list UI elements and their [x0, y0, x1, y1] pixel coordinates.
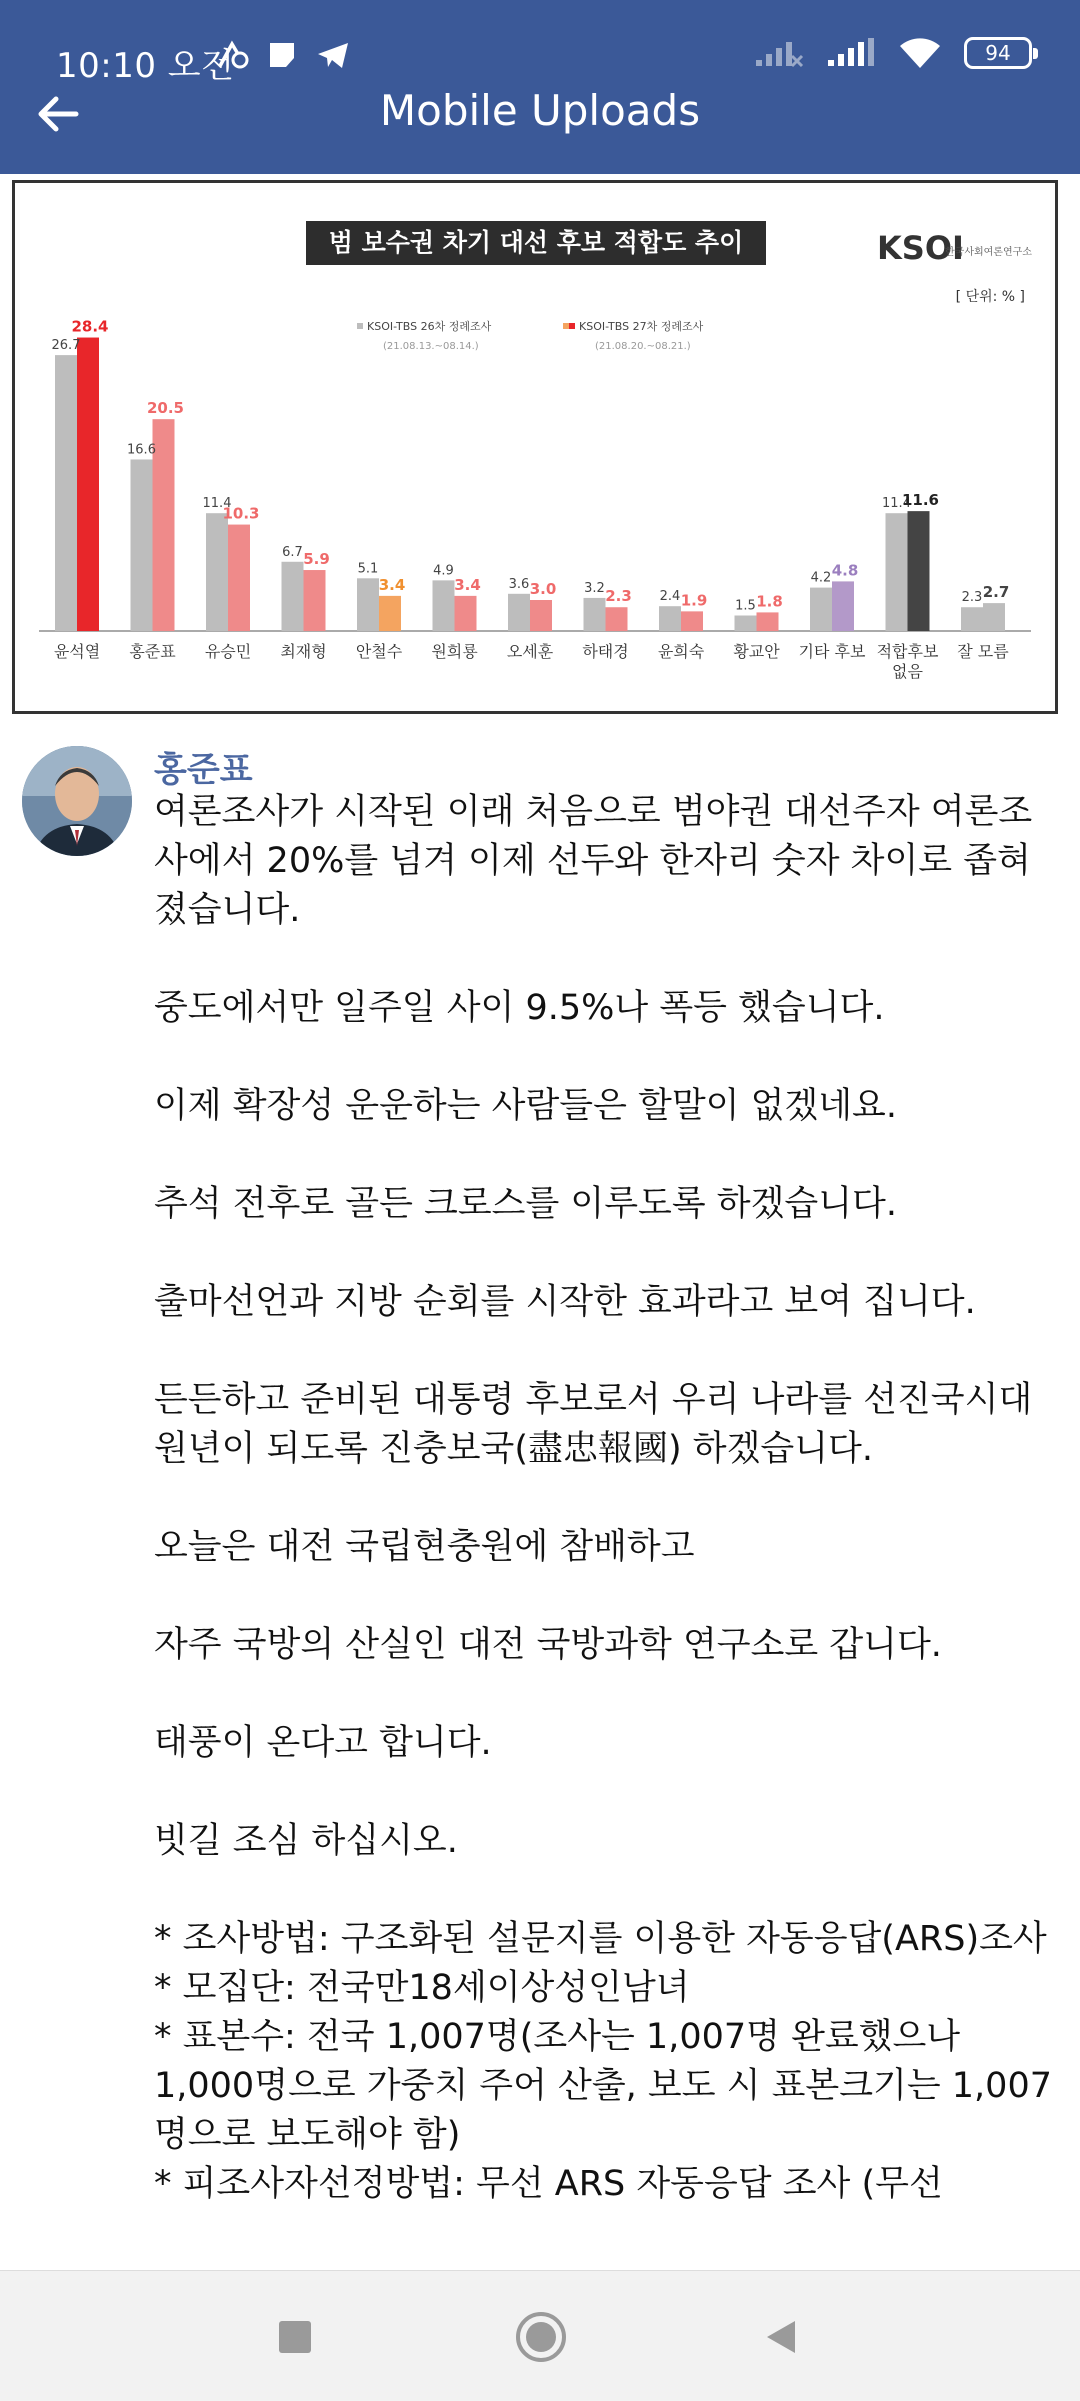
battery-icon: [964, 37, 1032, 69]
telegram-icon: [316, 40, 350, 70]
profile-photo: [22, 746, 132, 856]
post-note: * 피조사자선정방법: 무선 ARS 자동응답 조사 (무선: [154, 2164, 943, 2204]
status-notification-icons: [216, 40, 350, 70]
post-paragraph: 자주 국방의 산실인 대전 국방과학 연구소로 갑니다.: [154, 1625, 942, 1665]
data-label-series2: 3.4: [454, 575, 481, 594]
post-paragraph: 출마선언과 지방 순회를 시작한 효과라고 보여 집니다.: [154, 1282, 976, 1322]
legend-label-1: KSOI-TBS 26차 정례조사: [367, 320, 492, 333]
data-label-series1: 4.9: [433, 563, 454, 579]
post-paragraph: 오늘은 대전 국립현충원에 참배하고: [154, 1527, 695, 1567]
bar-series2: [908, 511, 930, 631]
x-tick-label: 윤석열: [53, 642, 101, 661]
post-paragraph: 빗길 조심 하십시오.: [154, 1821, 458, 1861]
data-label-series2: 3.0: [529, 580, 557, 598]
post-note: * 조사방법: 구조화된 설문지를 이용한 자동응답(ARS)조사: [154, 1919, 1047, 1959]
bar-series1: [282, 562, 304, 631]
data-label-series1: 6.7: [282, 544, 303, 560]
ksoi-logo: KSOI: [877, 229, 964, 267]
data-label-series2: 2.3: [605, 587, 632, 606]
bar-series1: [961, 607, 983, 631]
chart-title: 범 보수권 차기 대선 후보 적합도 추이: [328, 228, 744, 257]
chart-unit: [ 단위: % ]: [955, 289, 1025, 305]
bar-series2: [304, 570, 326, 631]
bar-series1: [659, 606, 681, 631]
chart-image[interactable]: [12, 180, 1058, 714]
legend-swatch-2b: [569, 323, 575, 329]
triangle-back-icon: [761, 2317, 801, 2357]
data-label-series2: 1.8: [756, 592, 783, 611]
legend-swatch-2a: [563, 323, 569, 329]
data-label-series2: 10.3: [222, 504, 260, 523]
bar-series1: [433, 580, 455, 631]
x-tick-label: 하태경: [582, 642, 629, 661]
nav-back-button[interactable]: [746, 2307, 816, 2367]
post-author[interactable]: 홍준표: [154, 750, 253, 790]
post-paragraph: 태풍이 온다고 합니다.: [154, 1723, 492, 1763]
bar-series1: [810, 588, 832, 631]
data-label-series1: 11.4: [202, 496, 232, 512]
post-paragraph: 추석 전후로 골든 크로스를 이루도록 하겠습니다.: [154, 1184, 897, 1224]
data-label-series2: 2.7: [982, 583, 1010, 602]
bar-series2: [606, 607, 628, 631]
home-button[interactable]: [506, 2307, 576, 2367]
x-tick-label: 홍준표: [129, 642, 176, 661]
post-note: * 모집단: 전국만18세이상성인남녀: [154, 1968, 690, 2008]
bar-series2: [455, 596, 477, 631]
data-label-series1: 2.4: [659, 589, 681, 605]
ksoi-logo-sub: 한국사회여론연구소: [945, 247, 1032, 258]
x-tick-label: 오세훈: [506, 642, 554, 661]
bar-series1: [55, 355, 77, 631]
data-label-series1: 5.1: [357, 561, 379, 577]
status-time: 10:10 오전: [56, 46, 235, 86]
system-nav-bar: [0, 2270, 1080, 2401]
bar-series1: [508, 594, 530, 631]
post-paragraph: 중도에서만 일주일 사이 9.5%나 폭등 했습니다.: [154, 988, 885, 1028]
battery-level: 94: [985, 41, 1011, 65]
signal-disabled-icon: [754, 38, 804, 68]
bar-series2: [757, 612, 779, 631]
status-system-icons: [754, 36, 1032, 70]
recents-button[interactable]: [260, 2307, 330, 2367]
chart-bars: [52, 318, 1010, 681]
data-label-series2: 11.6: [901, 491, 940, 510]
data-label-series2: 1.9: [680, 591, 708, 610]
x-tick-label: 윤희숙: [657, 642, 705, 661]
data-label-series1: 1.5: [735, 598, 756, 614]
data-label-series1: 2.3: [961, 590, 983, 606]
bar-series2: [379, 596, 401, 631]
x-tick-label: 최재형: [280, 642, 327, 661]
x-tick-label: 원희룡: [431, 642, 478, 661]
post-paragraph: 여론조사가 시작된 이래 처음으로 범야권 대선주자 여론조사에서 20%를 넘겨 이제 선두와 한자리 숫자 차이로 좁혀 졌습니다.: [154, 792, 1042, 930]
legend-label-2: KSOI-TBS 27차 정례조사: [579, 320, 704, 333]
data-label-series2: 3.4: [378, 575, 406, 594]
x-tick-label: 잘 모름: [957, 642, 1009, 661]
data-label-series1: 26.7: [51, 338, 81, 354]
post-note: * 표본수: 전국 1,007명(조사는 1,007명 완료했으나 1,000명으로 가중치 주어 산출, 보도 시 표본크기는 1,007명으로 보도해야 함): [154, 2017, 1052, 2155]
bar-series1: [131, 459, 153, 631]
data-label-series2: 4.8: [831, 561, 859, 580]
bar-series2: [530, 600, 552, 631]
page-title: Mobile Uploads: [379, 86, 701, 135]
bar-series1: [886, 513, 908, 631]
data-label-series1: 16.6: [127, 442, 156, 458]
post-paragraph: 이제 확장성 운운하는 사람들은 할말이 없겠네요.: [154, 1086, 897, 1126]
note-icon: [266, 40, 300, 70]
top-app-bar: [0, 0, 1080, 174]
x-tick-label: 기타 후보: [798, 642, 866, 661]
circle-home-icon: [514, 2310, 568, 2364]
x-tick-label: 적합후보: [876, 642, 939, 661]
bar-series2: [681, 611, 703, 631]
data-label-series2: 20.5: [146, 399, 185, 418]
bar-series1: [206, 513, 228, 631]
data-label-series1: 3.2: [584, 580, 605, 596]
bar-series2: [983, 603, 1005, 631]
post-paragraph: 든든하고 준비된 대통령 후보로서 우리 나라를 선진국시대 원년이 되도록 진충보국(盡忠報國) 하겠습니다.: [154, 1380, 1044, 1469]
bar-chart: [15, 183, 1055, 711]
bar-series1: [584, 598, 606, 631]
bar-series1: [735, 616, 757, 632]
bar-series2: [77, 338, 99, 631]
data-label-series1: 11.4: [882, 496, 911, 512]
bar-series2: [832, 581, 854, 631]
x-tick-label: 유승민: [204, 642, 252, 661]
x-tick-label: 없음: [892, 662, 923, 681]
bar-series2: [228, 525, 250, 631]
legend-period-1: (21.08.13.~08.14.): [383, 341, 479, 352]
data-label-series2: 28.4: [71, 317, 109, 336]
data-label-series2: 5.9: [303, 550, 330, 569]
data-label-series1: 4.2: [810, 570, 832, 586]
x-tick-label: 안철수: [355, 642, 403, 661]
avatar[interactable]: [22, 746, 132, 856]
data-label-series1: 3.6: [508, 576, 530, 592]
square-recents-icon: [277, 2319, 313, 2355]
bar-series1: [357, 578, 379, 631]
wifi-icon: [898, 36, 942, 70]
signal-icon: [826, 38, 876, 68]
x-tick-label: 황교안: [733, 642, 780, 661]
legend-period-2: (21.08.20.~08.21.): [595, 341, 691, 352]
legend-swatch-1: [357, 323, 363, 329]
post-body: [154, 788, 1064, 2209]
data-saver-icon: [216, 40, 250, 70]
